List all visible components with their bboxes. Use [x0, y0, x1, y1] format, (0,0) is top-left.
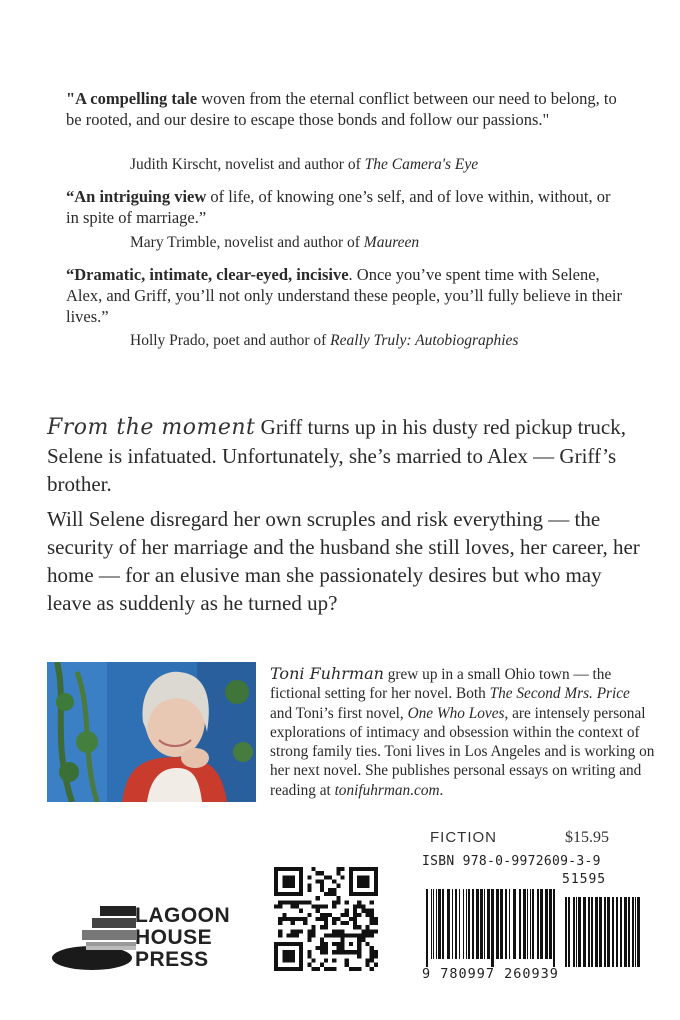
publisher-line-2: HOUSE	[135, 926, 213, 949]
bio-text-2: and Toni’s first novel,	[270, 704, 408, 722]
story-lead-script: From the moment	[47, 415, 256, 440]
bio-title-1: The Second Mrs. Price	[489, 685, 630, 703]
publisher-name	[135, 905, 230, 971]
review-1-work: The Camera's Eye	[364, 156, 479, 173]
author-website: tonifuhrman.com	[334, 781, 440, 799]
review-3-work: Really Truly: Autobiographies	[330, 332, 519, 349]
author-bio	[270, 664, 655, 800]
genre-label: FICTION	[430, 829, 497, 846]
bio-text-4: .	[439, 781, 444, 799]
review-1-attribution	[130, 155, 478, 175]
barcode-block	[420, 827, 645, 987]
barcode-addon-number: 51595	[562, 872, 607, 887]
isbn-label: ISBN 978-0-9972609-3-9	[422, 854, 601, 869]
qr-code	[274, 867, 378, 971]
review-2-attribution	[130, 233, 419, 253]
qr-code-icon	[274, 867, 378, 971]
bio-title-2: One Who Loves	[407, 704, 505, 722]
publisher-logo	[52, 900, 242, 980]
review-1-text: woven from the eternal conflict between our need to belong, to be rooted, and our desire to escape those bonds and follow our passions."	[66, 89, 617, 129]
ean-number: 9 780997 260939	[422, 966, 559, 982]
review-1-quote	[66, 88, 626, 130]
publisher-line-3: PRESS	[135, 948, 209, 971]
story-paragraph-1	[47, 413, 647, 498]
bio-text-3: , are intensely personal explorations of intimacy and obsession within the context of strong family ties. Toni lives in Los Angeles and is working on her next novel. She publishes personal essays on writing and reading at	[270, 704, 655, 799]
barcode-icon	[420, 889, 645, 967]
story-paragraph-2-text: Will Selene disregard her own scruples and risk everything — the security of her marriage and the husband she still loves, her career, her home — for an elusive man she passionately desires but who may leave as suddenly as he turned up?	[47, 507, 640, 615]
review-2-work: Maureen	[363, 234, 420, 251]
story-paragraph-2	[47, 505, 647, 617]
review-2-quote	[66, 186, 626, 228]
publisher-emblem-icon	[52, 904, 136, 976]
review-2-highlight: “An intriguing view	[66, 187, 207, 206]
review-3-attribution	[130, 331, 518, 351]
review-1-author: Judith Kirscht, novelist and author of	[130, 156, 365, 173]
review-3-text: . Once you’ve spent time with Selene, Alex, and Griff, you’ll not only understand these people, you’ll fully believe in their lives.”	[66, 265, 622, 326]
bio-text-1: grew up in a small Ohio town — the fictional setting for her novel. Both	[270, 666, 612, 703]
review-3-quote	[66, 264, 626, 327]
story-paragraph-1-text: Griff turns up in his dusty red pickup truck, Selene is infatuated. Unfortunately, she’s married to Alex — Griff’s brother.	[47, 415, 626, 496]
review-1-highlight: "A compelling tale	[66, 89, 198, 108]
author-name-script: Toni Fuhrman	[270, 664, 384, 683]
price-label: $15.95	[565, 829, 609, 846]
publisher-line-1: LAGOON	[135, 904, 231, 927]
review-3-highlight: “Dramatic, intimate, clear-eyed, incisive	[66, 265, 349, 284]
review-3-author: Holly Prado, poet and author of	[130, 332, 331, 349]
review-2-author: Mary Trimble, novelist and author of	[130, 234, 364, 251]
review-2-text: of life, of knowing one’s self, and of love within, without, or in spite of marriage.”	[66, 187, 611, 227]
author-photo	[47, 662, 256, 802]
